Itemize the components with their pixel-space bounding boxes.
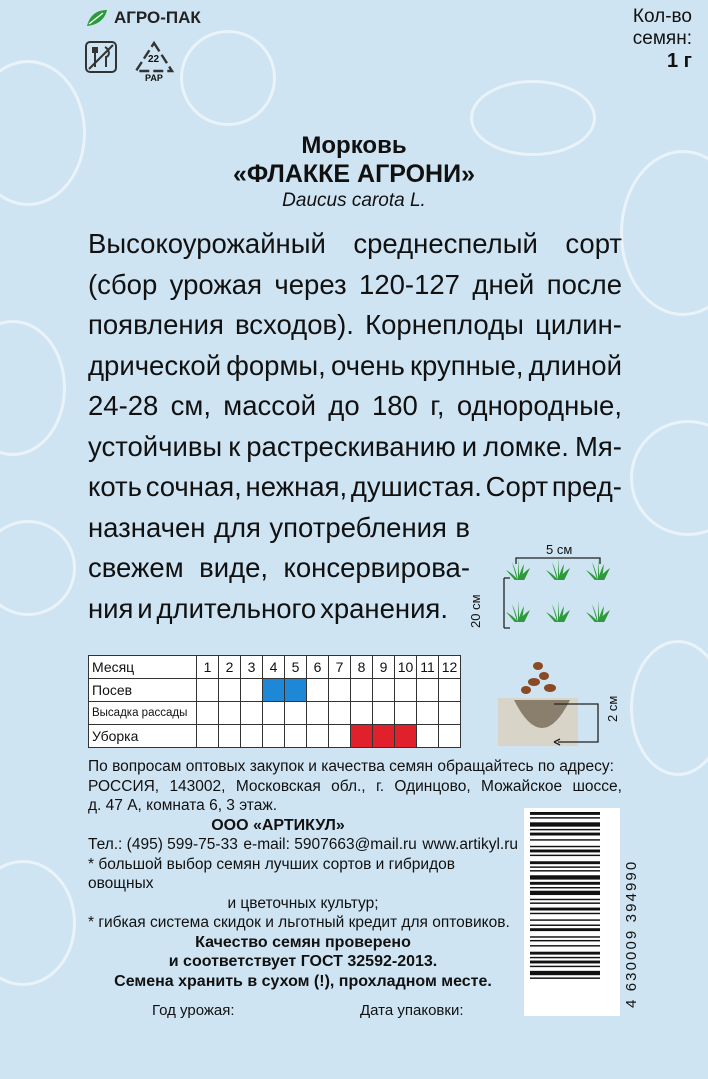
calendar-cell: [241, 702, 263, 725]
bg-doodle: [0, 520, 76, 616]
product-title: [0, 132, 708, 213]
description-word: хранения.: [320, 592, 448, 624]
calendar-cell: [329, 725, 351, 748]
description-line: [88, 427, 622, 468]
calendar-cell: [351, 725, 373, 748]
month-header: 7: [329, 656, 351, 679]
description-line: [88, 265, 622, 306]
address-word: Одинцово,: [394, 777, 471, 795]
description-word: пред-: [551, 471, 622, 502]
description-word: через: [274, 268, 347, 300]
recycle-label: PAP: [145, 73, 163, 83]
plant-icon: [546, 558, 570, 580]
month-header: 5: [285, 656, 307, 679]
calendar-cell: [417, 702, 439, 725]
calendar-cell: [373, 679, 395, 702]
description-word: сорт: [565, 228, 622, 259]
planting-scheme: [470, 540, 620, 640]
description-word: назначен: [88, 511, 206, 543]
calendar-cell: [197, 679, 219, 702]
description-word: цилин-: [535, 309, 622, 340]
description-word: массой: [223, 390, 316, 421]
plant-icon: [586, 558, 610, 580]
month-header: 9: [373, 656, 395, 679]
calendar-cell: [241, 725, 263, 748]
calendar-cell: [219, 725, 241, 748]
month-header: 4: [263, 656, 285, 679]
description-word: сочная,: [145, 471, 242, 502]
description-word: г,: [430, 390, 445, 421]
row-spacing-label: 5 см: [546, 542, 573, 557]
address-word: обл.,: [331, 777, 366, 795]
description-word: крупные,: [409, 349, 524, 381]
description-word: Высокоурожайный: [88, 228, 326, 259]
bullet-text: * большой выбор семян лучших сортов и гибридов овощных: [88, 855, 455, 892]
description-word: растрескиванию: [246, 430, 456, 462]
calendar-cell: [263, 725, 285, 748]
calendar-cell: [197, 702, 219, 725]
address-line: [88, 777, 622, 797]
calendar-cell: [329, 702, 351, 725]
address-word: 143002,: [169, 777, 226, 795]
description-word: очень: [330, 349, 405, 381]
calendar-row: [89, 725, 461, 748]
description-line: [88, 224, 622, 265]
description-word: после: [546, 268, 622, 300]
description-word: Сорт: [485, 471, 549, 502]
not-food-contact-icon: [84, 40, 118, 74]
description-word: нежная,: [245, 471, 348, 502]
description-line: [88, 467, 622, 508]
description-word: формы,: [226, 349, 326, 381]
address-line: д. 47 А, комната 6, 3 этаж.: [88, 797, 278, 814]
calendar-row-label: Посев: [89, 679, 197, 702]
description-word: появления: [88, 309, 224, 340]
address-word: шоссе,: [572, 777, 622, 795]
leaf-icon: [86, 9, 108, 27]
calendar-cell: [197, 725, 219, 748]
description-word: Корнеплоды: [365, 309, 524, 340]
crop-name: Морковь: [301, 132, 407, 159]
variety-name: «ФЛАККЕ АГРОНИ»: [233, 160, 475, 188]
email-link[interactable]: e-mail: 5907663@mail.ru: [243, 836, 417, 853]
description-word: душистая.: [350, 471, 482, 502]
calendar-cell: [417, 679, 439, 702]
quantity-label: семян:: [632, 28, 692, 49]
harvest-year-label: Год урожая:: [152, 1002, 235, 1019]
calendar-cell: [439, 702, 461, 725]
plant-icon: [546, 600, 570, 622]
description-word: 120-127: [359, 268, 460, 300]
description-line: [88, 508, 470, 549]
address-word: Можайское: [481, 777, 563, 795]
description-word: среднеспелый: [353, 228, 538, 259]
quality-note: и соответствует ГОСТ 32592-2013.: [168, 953, 438, 970]
description-word: и: [137, 592, 153, 624]
description-word: длительного: [156, 592, 317, 624]
description-line: [88, 548, 470, 589]
calendar-row: [89, 702, 461, 725]
description-word: см,: [170, 390, 211, 421]
description-word: однородные,: [456, 390, 622, 421]
quantity-label: Кол-во: [632, 6, 692, 27]
calendar-cell: [439, 725, 461, 748]
calendar-cell: [219, 702, 241, 725]
description-line: [88, 386, 622, 427]
phone: Тел.: (495) 599-75-33: [88, 836, 238, 853]
website-link[interactable]: www.artikyl.ru: [422, 836, 518, 853]
description-word: ломке.: [483, 430, 569, 462]
month-header: 10: [395, 656, 417, 679]
seed-quantity: [633, 6, 692, 72]
barcode-bars: [524, 808, 620, 1016]
address-word: Московская: [235, 777, 321, 795]
contact-line: [88, 835, 518, 855]
month-header: 1: [197, 656, 219, 679]
brand-name: АГРО-ПАК: [114, 8, 201, 27]
calendar-cell: [395, 702, 417, 725]
between-rows-label: 20 см: [468, 594, 483, 628]
barcode: [524, 808, 640, 1016]
description-word: в: [455, 511, 470, 543]
storage-note: Семена хранить в сухом (!), прохладном месте.: [114, 972, 492, 990]
sowing-calendar: [88, 655, 461, 748]
calendar-row-label: Уборка: [89, 725, 197, 748]
bullet-text: и цветочных культур;: [227, 894, 379, 912]
calendar-cell: [219, 679, 241, 702]
recycle-number: 22: [148, 54, 160, 65]
month-header: 2: [219, 656, 241, 679]
calendar-cell: [439, 679, 461, 702]
description-word: к: [228, 430, 241, 462]
description-word: ния: [88, 592, 134, 624]
bg-doodle: [630, 640, 708, 776]
latin-name: Daucus carota L.: [282, 190, 426, 211]
description-line: [88, 589, 448, 630]
bg-doodle: [0, 860, 76, 986]
month-header: 6: [307, 656, 329, 679]
calendar-cell: [263, 702, 285, 725]
calendar-row-label: Высадка рассады: [89, 702, 197, 725]
calendar-cell: [307, 679, 329, 702]
description-word: коть: [88, 471, 142, 502]
month-header: 11: [417, 656, 439, 679]
package-icons: [84, 40, 176, 84]
description-word: дрической: [88, 349, 222, 381]
company-name: ООО «АРТИКУЛ»: [211, 816, 345, 834]
calendar-cell: [263, 679, 285, 702]
month-header: 12: [439, 656, 461, 679]
description-word: устойчивы: [88, 430, 223, 462]
calendar-cell: [373, 702, 395, 725]
description-word: виде,: [199, 552, 269, 583]
plant-icon: [506, 558, 530, 580]
calendar-row: [89, 679, 461, 702]
wholesale-text: По вопросам оптовых закупок и качества семян обращайтесь по адресу:: [88, 758, 614, 775]
month-header-label: Месяц: [89, 656, 197, 679]
bg-doodle: [630, 420, 708, 536]
calendar-cell: [417, 725, 439, 748]
month-header: 3: [241, 656, 263, 679]
depth-label: 2 см: [605, 695, 620, 722]
bg-doodle: [180, 30, 276, 126]
description-word: употребления: [269, 511, 447, 543]
barcode-number: 4 630009 394990: [623, 859, 640, 1008]
description-word: свежем: [88, 552, 184, 583]
calendar-cell: [285, 725, 307, 748]
calendar-cell: [285, 679, 307, 702]
description-line: [88, 346, 622, 387]
description-word: 180: [371, 390, 418, 421]
description-word: Мя-: [574, 430, 622, 462]
description-line: [88, 305, 622, 346]
quality-note: Качество семян проверено: [195, 933, 411, 951]
description-word: (сбор: [88, 268, 158, 300]
description-word: консервирова-: [283, 552, 470, 583]
calendar-cell: [395, 725, 417, 748]
bullet-text: * гибкая система скидок и льготный кредит для оптовиков.: [88, 914, 510, 931]
description-word: всходов).: [235, 309, 354, 340]
month-header: 8: [351, 656, 373, 679]
pack-date-label: Дата упаковки:: [360, 1002, 464, 1019]
calendar-cell: [307, 702, 329, 725]
description-word: для: [213, 511, 261, 543]
plant-icon: [506, 600, 530, 622]
calendar-cell: [241, 679, 263, 702]
description-word: длиной: [528, 349, 622, 381]
calendar-cell: [329, 679, 351, 702]
calendar-cell: [285, 702, 307, 725]
plant-icon: [586, 600, 610, 622]
address-word: г.: [375, 777, 385, 795]
calendar-cell: [351, 679, 373, 702]
description-word: дней: [472, 268, 535, 300]
description-word: 24-28: [88, 390, 159, 421]
calendar-cell: [351, 702, 373, 725]
description-word: урожая: [169, 268, 262, 300]
calendar-cell: [373, 725, 395, 748]
calendar-cell: [307, 725, 329, 748]
description-word: и: [461, 430, 478, 462]
calendar-cell: [395, 679, 417, 702]
address-word: РОССИЯ,: [88, 777, 160, 795]
description-word: до: [328, 390, 360, 421]
brand-logo: [86, 8, 201, 28]
bg-doodle: [0, 320, 66, 456]
recycle-pap-icon: [132, 40, 176, 84]
quantity-value: 1 г: [666, 50, 692, 72]
